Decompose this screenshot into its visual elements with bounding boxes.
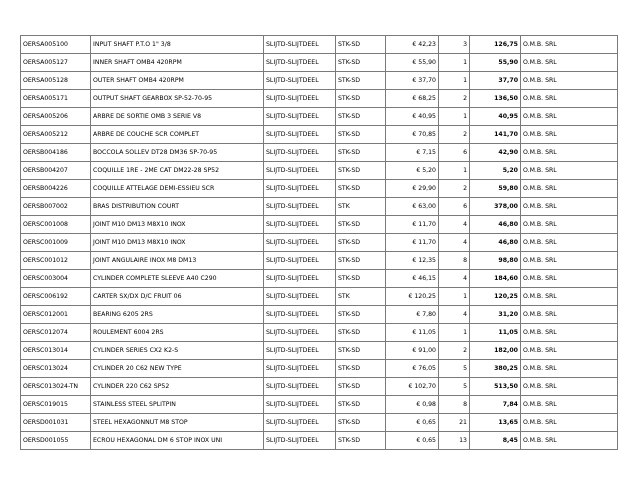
- cell-description: ARBRE DE COUCHE SCR COMPLET: [91, 126, 264, 144]
- cell-description: ROULEMENT 6004 2RS: [91, 324, 264, 342]
- cell-unit: STK-SD: [336, 162, 386, 180]
- cell-category: SLIJTD-SLIJTDEEL: [264, 90, 336, 108]
- cell-code: OERSC013024: [21, 360, 91, 378]
- cell-category: SLIJTD-SLIJTDEEL: [264, 144, 336, 162]
- cell-quantity: 2: [439, 180, 470, 198]
- cell-unit-price: € 46,15: [386, 270, 439, 288]
- cell-quantity: 5: [439, 378, 470, 396]
- cell-quantity: 13: [439, 432, 470, 450]
- table-row: [21, 414, 618, 432]
- cell-quantity: 1: [439, 72, 470, 90]
- cell-unit: STK-SD: [336, 360, 386, 378]
- cell-total: 42,90: [470, 144, 521, 162]
- cell-code: OERSC012001: [21, 306, 91, 324]
- cell-unit-price: € 11,70: [386, 234, 439, 252]
- cell-unit-price: € 7,15: [386, 144, 439, 162]
- cell-code: OERSC006192: [21, 288, 91, 306]
- cell-unit: STK: [336, 288, 386, 306]
- cell-total: 11,05: [470, 324, 521, 342]
- cell-description: ARBRE DE SORTIE OMB 3 SERIE V8: [91, 108, 264, 126]
- cell-unit-price: € 7,80: [386, 306, 439, 324]
- cell-category: SLIJTD-SLIJTDEEL: [264, 108, 336, 126]
- cell-total: 31,20: [470, 306, 521, 324]
- cell-total: 13,65: [470, 414, 521, 432]
- table-row: [21, 288, 618, 306]
- cell-total: 126,75: [470, 36, 521, 54]
- cell-description: STEEL HEXAGONNUT M8 STOP: [91, 414, 264, 432]
- cell-unit-price: € 11,70: [386, 216, 439, 234]
- cell-description: BOCCOLA SOLLEV DT28 DM36 SP-70-95: [91, 144, 264, 162]
- cell-code: OERSC013024-TN: [21, 378, 91, 396]
- cell-code: OERSC019015: [21, 396, 91, 414]
- table-row: [21, 198, 618, 216]
- cell-total: 40,95: [470, 108, 521, 126]
- cell-owner: O.M.B. SRL: [521, 198, 618, 216]
- cell-unit: STK-SD: [336, 306, 386, 324]
- table-row: [21, 36, 618, 54]
- cell-unit-price: € 76,05: [386, 360, 439, 378]
- cell-code: OERSC012074: [21, 324, 91, 342]
- cell-owner: O.M.B. SRL: [521, 144, 618, 162]
- cell-unit: STK-SD: [336, 126, 386, 144]
- cell-code: OERSB004186: [21, 144, 91, 162]
- cell-owner: O.M.B. SRL: [521, 126, 618, 144]
- table-row: [21, 54, 618, 72]
- cell-category: SLIJTD-SLIJTDEEL: [264, 162, 336, 180]
- cell-description: CYLINDER 220 C62 SP52: [91, 378, 264, 396]
- cell-total: 98,80: [470, 252, 521, 270]
- cell-unit: STK-SD: [336, 90, 386, 108]
- cell-unit: STK-SD: [336, 54, 386, 72]
- cell-total: 120,25: [470, 288, 521, 306]
- cell-total: 46,80: [470, 234, 521, 252]
- cell-total: 182,00: [470, 342, 521, 360]
- cell-code: OERSA005127: [21, 54, 91, 72]
- cell-owner: O.M.B. SRL: [521, 36, 618, 54]
- cell-total: 37,70: [470, 72, 521, 90]
- cell-description: STAINLESS STEEL SPLITPIN: [91, 396, 264, 414]
- cell-category: SLIJTD-SLIJTDEEL: [264, 126, 336, 144]
- cell-code: OERSC001008: [21, 216, 91, 234]
- cell-category: SLIJTD-SLIJTDEEL: [264, 342, 336, 360]
- table-row: [21, 108, 618, 126]
- cell-description: CARTER SX/DX D/C FRUIT 06: [91, 288, 264, 306]
- cell-description: OUTPUT SHAFT GEARBOX SP-52-70-95: [91, 90, 264, 108]
- cell-category: SLIJTD-SLIJTDEEL: [264, 36, 336, 54]
- cell-category: SLIJTD-SLIJTDEEL: [264, 72, 336, 90]
- table-body: [21, 36, 618, 450]
- cell-description: CYLINDER 20 C62 NEW TYPE: [91, 360, 264, 378]
- cell-unit-price: € 0,65: [386, 432, 439, 450]
- cell-unit: STK-SD: [336, 72, 386, 90]
- cell-unit: STK-SD: [336, 378, 386, 396]
- cell-quantity: 1: [439, 162, 470, 180]
- cell-code: OERSD001031: [21, 414, 91, 432]
- cell-category: SLIJTD-SLIJTDEEL: [264, 378, 336, 396]
- cell-quantity: 5: [439, 360, 470, 378]
- cell-owner: O.M.B. SRL: [521, 180, 618, 198]
- cell-quantity: 4: [439, 306, 470, 324]
- cell-unit: STK-SD: [336, 396, 386, 414]
- cell-total: 46,80: [470, 216, 521, 234]
- cell-description: JOINT M10 DM13 M8X10 INOX: [91, 234, 264, 252]
- cell-description: INNER SHAFT OMB4 420RPM: [91, 54, 264, 72]
- table-row: [21, 144, 618, 162]
- cell-owner: O.M.B. SRL: [521, 360, 618, 378]
- cell-total: 380,25: [470, 360, 521, 378]
- table-row: [21, 234, 618, 252]
- cell-unit: STK: [336, 198, 386, 216]
- cell-category: SLIJTD-SLIJTDEEL: [264, 270, 336, 288]
- cell-owner: O.M.B. SRL: [521, 54, 618, 72]
- cell-description: BRAS DISTRIBUTION COURT: [91, 198, 264, 216]
- cell-unit-price: € 63,00: [386, 198, 439, 216]
- cell-description: ECROU HEXAGONAL DM 6 STOP INOX UNI: [91, 432, 264, 450]
- cell-description: BEARING 6205 2RS: [91, 306, 264, 324]
- cell-owner: O.M.B. SRL: [521, 378, 618, 396]
- cell-owner: O.M.B. SRL: [521, 90, 618, 108]
- cell-category: SLIJTD-SLIJTDEEL: [264, 180, 336, 198]
- cell-owner: O.M.B. SRL: [521, 162, 618, 180]
- cell-unit-price: € 12,35: [386, 252, 439, 270]
- cell-quantity: 2: [439, 90, 470, 108]
- cell-unit: STK-SD: [336, 342, 386, 360]
- cell-unit-price: € 11,05: [386, 324, 439, 342]
- cell-quantity: 2: [439, 126, 470, 144]
- cell-code: OERSC013014: [21, 342, 91, 360]
- table-row: [21, 270, 618, 288]
- cell-unit: STK-SD: [336, 324, 386, 342]
- cell-description: INPUT SHAFT P.T.O 1" 3/8: [91, 36, 264, 54]
- inventory-sheet: [20, 35, 617, 448]
- cell-category: SLIJTD-SLIJTDEEL: [264, 54, 336, 72]
- cell-unit-price: € 70,85: [386, 126, 439, 144]
- cell-category: SLIJTD-SLIJTDEEL: [264, 414, 336, 432]
- cell-unit-price: € 120,25: [386, 288, 439, 306]
- inventory-table: [20, 35, 618, 450]
- cell-quantity: 1: [439, 288, 470, 306]
- cell-quantity: 1: [439, 324, 470, 342]
- cell-unit: STK-SD: [336, 414, 386, 432]
- cell-description: OUTER SHAFT OMB4 420RPM: [91, 72, 264, 90]
- cell-code: OERSC001009: [21, 234, 91, 252]
- cell-unit-price: € 0,98: [386, 396, 439, 414]
- table-row: [21, 90, 618, 108]
- cell-code: OERSA005171: [21, 90, 91, 108]
- cell-unit-price: € 37,70: [386, 72, 439, 90]
- table-row: [21, 396, 618, 414]
- cell-unit-price: € 55,90: [386, 54, 439, 72]
- table-row: [21, 216, 618, 234]
- cell-quantity: 4: [439, 216, 470, 234]
- cell-unit: STK-SD: [336, 144, 386, 162]
- cell-quantity: 1: [439, 108, 470, 126]
- cell-quantity: 21: [439, 414, 470, 432]
- cell-description: COQUILLE 1RE - 2ME CAT DM22-28 SP52: [91, 162, 264, 180]
- cell-unit-price: € 102,70: [386, 378, 439, 396]
- cell-code: OERSC003004: [21, 270, 91, 288]
- cell-total: 378,00: [470, 198, 521, 216]
- cell-description: CYLINDER COMPLETE SLEEVE A40 C290: [91, 270, 264, 288]
- table-row: [21, 72, 618, 90]
- cell-category: SLIJTD-SLIJTDEEL: [264, 234, 336, 252]
- cell-quantity: 1: [439, 54, 470, 72]
- cell-code: OERSA005128: [21, 72, 91, 90]
- cell-owner: O.M.B. SRL: [521, 252, 618, 270]
- cell-quantity: 6: [439, 144, 470, 162]
- cell-category: SLIJTD-SLIJTDEEL: [264, 216, 336, 234]
- cell-description: COQUILLE ATTELAGE DEMI-ESSIEU SCR: [91, 180, 264, 198]
- cell-code: OERSB004207: [21, 162, 91, 180]
- cell-quantity: 3: [439, 36, 470, 54]
- table-row: [21, 252, 618, 270]
- cell-total: 141,70: [470, 126, 521, 144]
- cell-unit-price: € 29,90: [386, 180, 439, 198]
- cell-description: CYLINDER SERIES CX2 K2-S: [91, 342, 264, 360]
- cell-total: 5,20: [470, 162, 521, 180]
- cell-owner: O.M.B. SRL: [521, 324, 618, 342]
- cell-total: 184,60: [470, 270, 521, 288]
- cell-unit-price: € 42,23: [386, 36, 439, 54]
- cell-total: 59,80: [470, 180, 521, 198]
- cell-category: SLIJTD-SLIJTDEEL: [264, 288, 336, 306]
- cell-unit-price: € 0,65: [386, 414, 439, 432]
- cell-unit: STK-SD: [336, 432, 386, 450]
- cell-quantity: 8: [439, 252, 470, 270]
- table-row: [21, 162, 618, 180]
- table-row: [21, 360, 618, 378]
- cell-total: 513,50: [470, 378, 521, 396]
- cell-unit-price: € 68,25: [386, 90, 439, 108]
- table-row: [21, 324, 618, 342]
- cell-owner: O.M.B. SRL: [521, 396, 618, 414]
- cell-owner: O.M.B. SRL: [521, 72, 618, 90]
- cell-unit: STK-SD: [336, 270, 386, 288]
- cell-unit: STK-SD: [336, 36, 386, 54]
- cell-quantity: 2: [439, 342, 470, 360]
- cell-category: SLIJTD-SLIJTDEEL: [264, 432, 336, 450]
- table-row: [21, 180, 618, 198]
- cell-code: OERSA005100: [21, 36, 91, 54]
- cell-code: OERSA005206: [21, 108, 91, 126]
- cell-code: OERSD001055: [21, 432, 91, 450]
- cell-owner: O.M.B. SRL: [521, 108, 618, 126]
- cell-description: JOINT ANGULAIRE INOX M8 DM13: [91, 252, 264, 270]
- cell-unit: STK-SD: [336, 252, 386, 270]
- cell-category: SLIJTD-SLIJTDEEL: [264, 396, 336, 414]
- cell-owner: O.M.B. SRL: [521, 306, 618, 324]
- cell-description: JOINT M10 DM13 M8X10 INOX: [91, 216, 264, 234]
- table-row: [21, 126, 618, 144]
- cell-owner: O.M.B. SRL: [521, 432, 618, 450]
- cell-owner: O.M.B. SRL: [521, 414, 618, 432]
- cell-unit-price: € 5,20: [386, 162, 439, 180]
- cell-code: OERSC001012: [21, 252, 91, 270]
- table-row: [21, 378, 618, 396]
- cell-unit: STK-SD: [336, 216, 386, 234]
- cell-owner: O.M.B. SRL: [521, 216, 618, 234]
- cell-unit: STK-SD: [336, 108, 386, 126]
- cell-total: 8,45: [470, 432, 521, 450]
- cell-code: OERSB004226: [21, 180, 91, 198]
- cell-code: OERSB007002: [21, 198, 91, 216]
- cell-category: SLIJTD-SLIJTDEEL: [264, 324, 336, 342]
- cell-owner: O.M.B. SRL: [521, 342, 618, 360]
- cell-unit: STK-SD: [336, 180, 386, 198]
- cell-category: SLIJTD-SLIJTDEEL: [264, 252, 336, 270]
- cell-category: SLIJTD-SLIJTDEEL: [264, 198, 336, 216]
- cell-code: OERSA005212: [21, 126, 91, 144]
- cell-unit-price: € 91,00: [386, 342, 439, 360]
- cell-total: 55,90: [470, 54, 521, 72]
- cell-owner: O.M.B. SRL: [521, 234, 618, 252]
- cell-unit-price: € 40,95: [386, 108, 439, 126]
- cell-owner: O.M.B. SRL: [521, 288, 618, 306]
- cell-total: 7,84: [470, 396, 521, 414]
- cell-quantity: 4: [439, 234, 470, 252]
- table-row: [21, 342, 618, 360]
- table-row: [21, 306, 618, 324]
- cell-quantity: 6: [439, 198, 470, 216]
- cell-unit: STK-SD: [336, 234, 386, 252]
- cell-owner: O.M.B. SRL: [521, 270, 618, 288]
- table-row: [21, 432, 618, 450]
- cell-quantity: 4: [439, 270, 470, 288]
- cell-quantity: 8: [439, 396, 470, 414]
- cell-category: SLIJTD-SLIJTDEEL: [264, 306, 336, 324]
- cell-category: SLIJTD-SLIJTDEEL: [264, 360, 336, 378]
- cell-total: 136,50: [470, 90, 521, 108]
